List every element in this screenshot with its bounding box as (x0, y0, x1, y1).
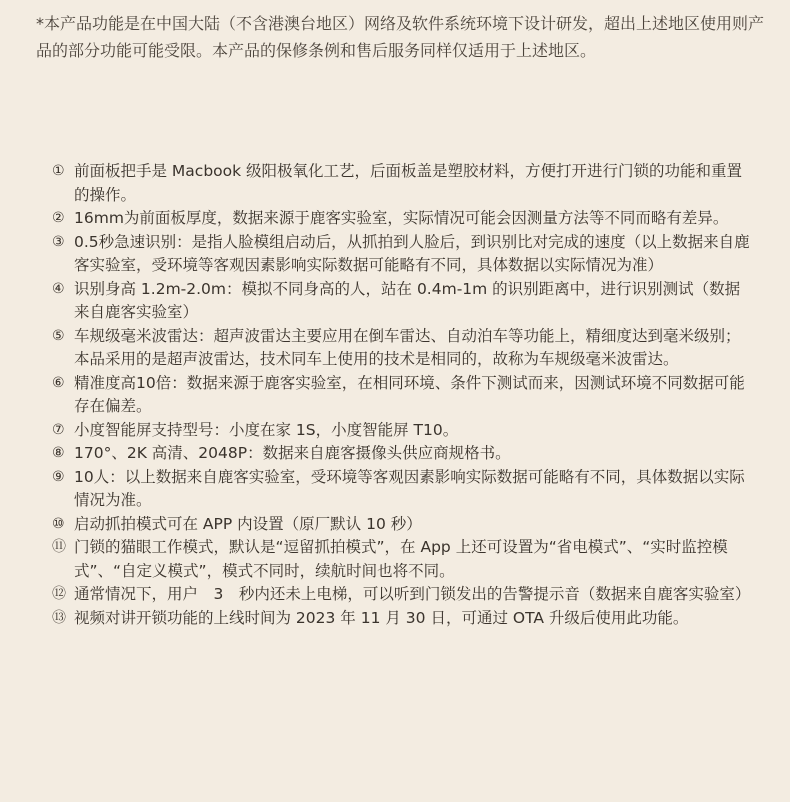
footnote-4 (52, 278, 752, 325)
footnote-text: 通常情况下，用户 3 秒内还未上电梯，可以听到门锁发出的告警提示音（数据来自鹿客实验室） (74, 585, 751, 603)
footnote-text: 车规级毫米波雷达：超声波雷达主要应用在倒车雷达、自动泊车等功能上，精细度达到毫米级别；本品采用的是超声波雷达，技术同车上使用的技术是相同的，故称为车规级毫米波雷达。 (74, 326, 741, 368)
footnote-number: ② (52, 210, 65, 226)
footnote-text: 170°、2K 高清、2048P：数据来自鹿客摄像头供应商规格书。 (74, 444, 511, 462)
footnote-text: 精准度高10倍：数据来源于鹿客实验室，在相同环境、条件下测试而来，因测试环境不同数据可能存在偏差。 (74, 373, 745, 415)
footnote-11 (52, 536, 752, 583)
footnote-5 (52, 325, 752, 372)
footnote-text: 识别身高 1.2m-2.0m：模拟不同身高的人，站在 0.4m-1m 的识别距离中，进行识别测试（数据来自鹿客实验室） (74, 279, 741, 321)
footnote-number: ⑥ (52, 374, 65, 391)
footnote-number: ⑪ (52, 539, 66, 555)
footnote-8 (52, 442, 752, 466)
footnote-text: 0.5秒急速识别：是指人脸模组启动后，从抓拍到人脸后，到识别比对完成的速度（以上数据来自鹿客实验室，受环境等客观因素影响实际数据可能略有不同，具体数据以实际情况为准） (74, 232, 750, 274)
footnote-text: 门锁的猫眼工作模式，默认是“逗留抓拍模式”，在 App 上还可设置为“省电模式”、“实时监控模式”、“自定义模式”，模式不同时，续航时间也将不同。 (74, 538, 728, 580)
footnote-10 (52, 513, 752, 537)
footnote-number: ⑩ (52, 515, 65, 532)
footnote-text: 视频对讲开锁功能的上线时间为 2023 年 11 月 30 日，可通过 OTA 升级后使用此功能。 (74, 608, 689, 627)
footnote-number: ⑧ (52, 445, 65, 461)
footnote-9 (52, 466, 752, 513)
footnote-3 (52, 231, 752, 278)
footnote-number: ⑤ (52, 327, 65, 344)
footnote-number: ③ (52, 233, 65, 250)
footnote-12 (52, 583, 752, 607)
footnote-number: ④ (52, 280, 65, 297)
footnote-6 (52, 372, 752, 419)
footnote-number: ⑬ (52, 609, 66, 626)
footnote-number: ① (52, 163, 65, 179)
region-disclaimer: *本产品功能是在中国大陆（不含港澳台地区）网络及软件系统环境下设计研发，超出上述地区使用则产品的部分功能可能受限。本产品的保修条例和售后服务同样仅适用于上述地区。 (36, 14, 765, 60)
footnote-1 (52, 160, 752, 207)
footnote-2 (52, 207, 752, 231)
footnote-text: 小度智能屏支持型号：小度在家 1S，小度智能屏 T10。 (74, 420, 459, 439)
footnote-number: ⑦ (52, 421, 65, 438)
footnote-list (52, 160, 752, 630)
footnote-text: 16mm为前面板厚度，数据来源于鹿客实验室，实际情况可能会因测量方法等不同而略有差异。 (74, 209, 729, 227)
footnote-text: 10人：以上数据来自鹿客实验室，受环境等客观因素影响实际数据可能略有不同，具体数据以实际情况为准。 (74, 467, 745, 509)
footnote-number: ⑫ (52, 586, 66, 602)
footnote-text: 前面板把手是 Macbook 级阳极氧化工艺，后面板盖是塑胶材料，方便打开进行门锁的功能和重置的操作。 (74, 162, 743, 204)
footnote-7 (52, 419, 752, 443)
footnote-text: 启动抓拍模式可在 APP 内设置（原厂默认 10 秒） (74, 514, 422, 533)
footnote-number: ⑨ (52, 468, 65, 485)
footnote-13 (52, 607, 752, 631)
